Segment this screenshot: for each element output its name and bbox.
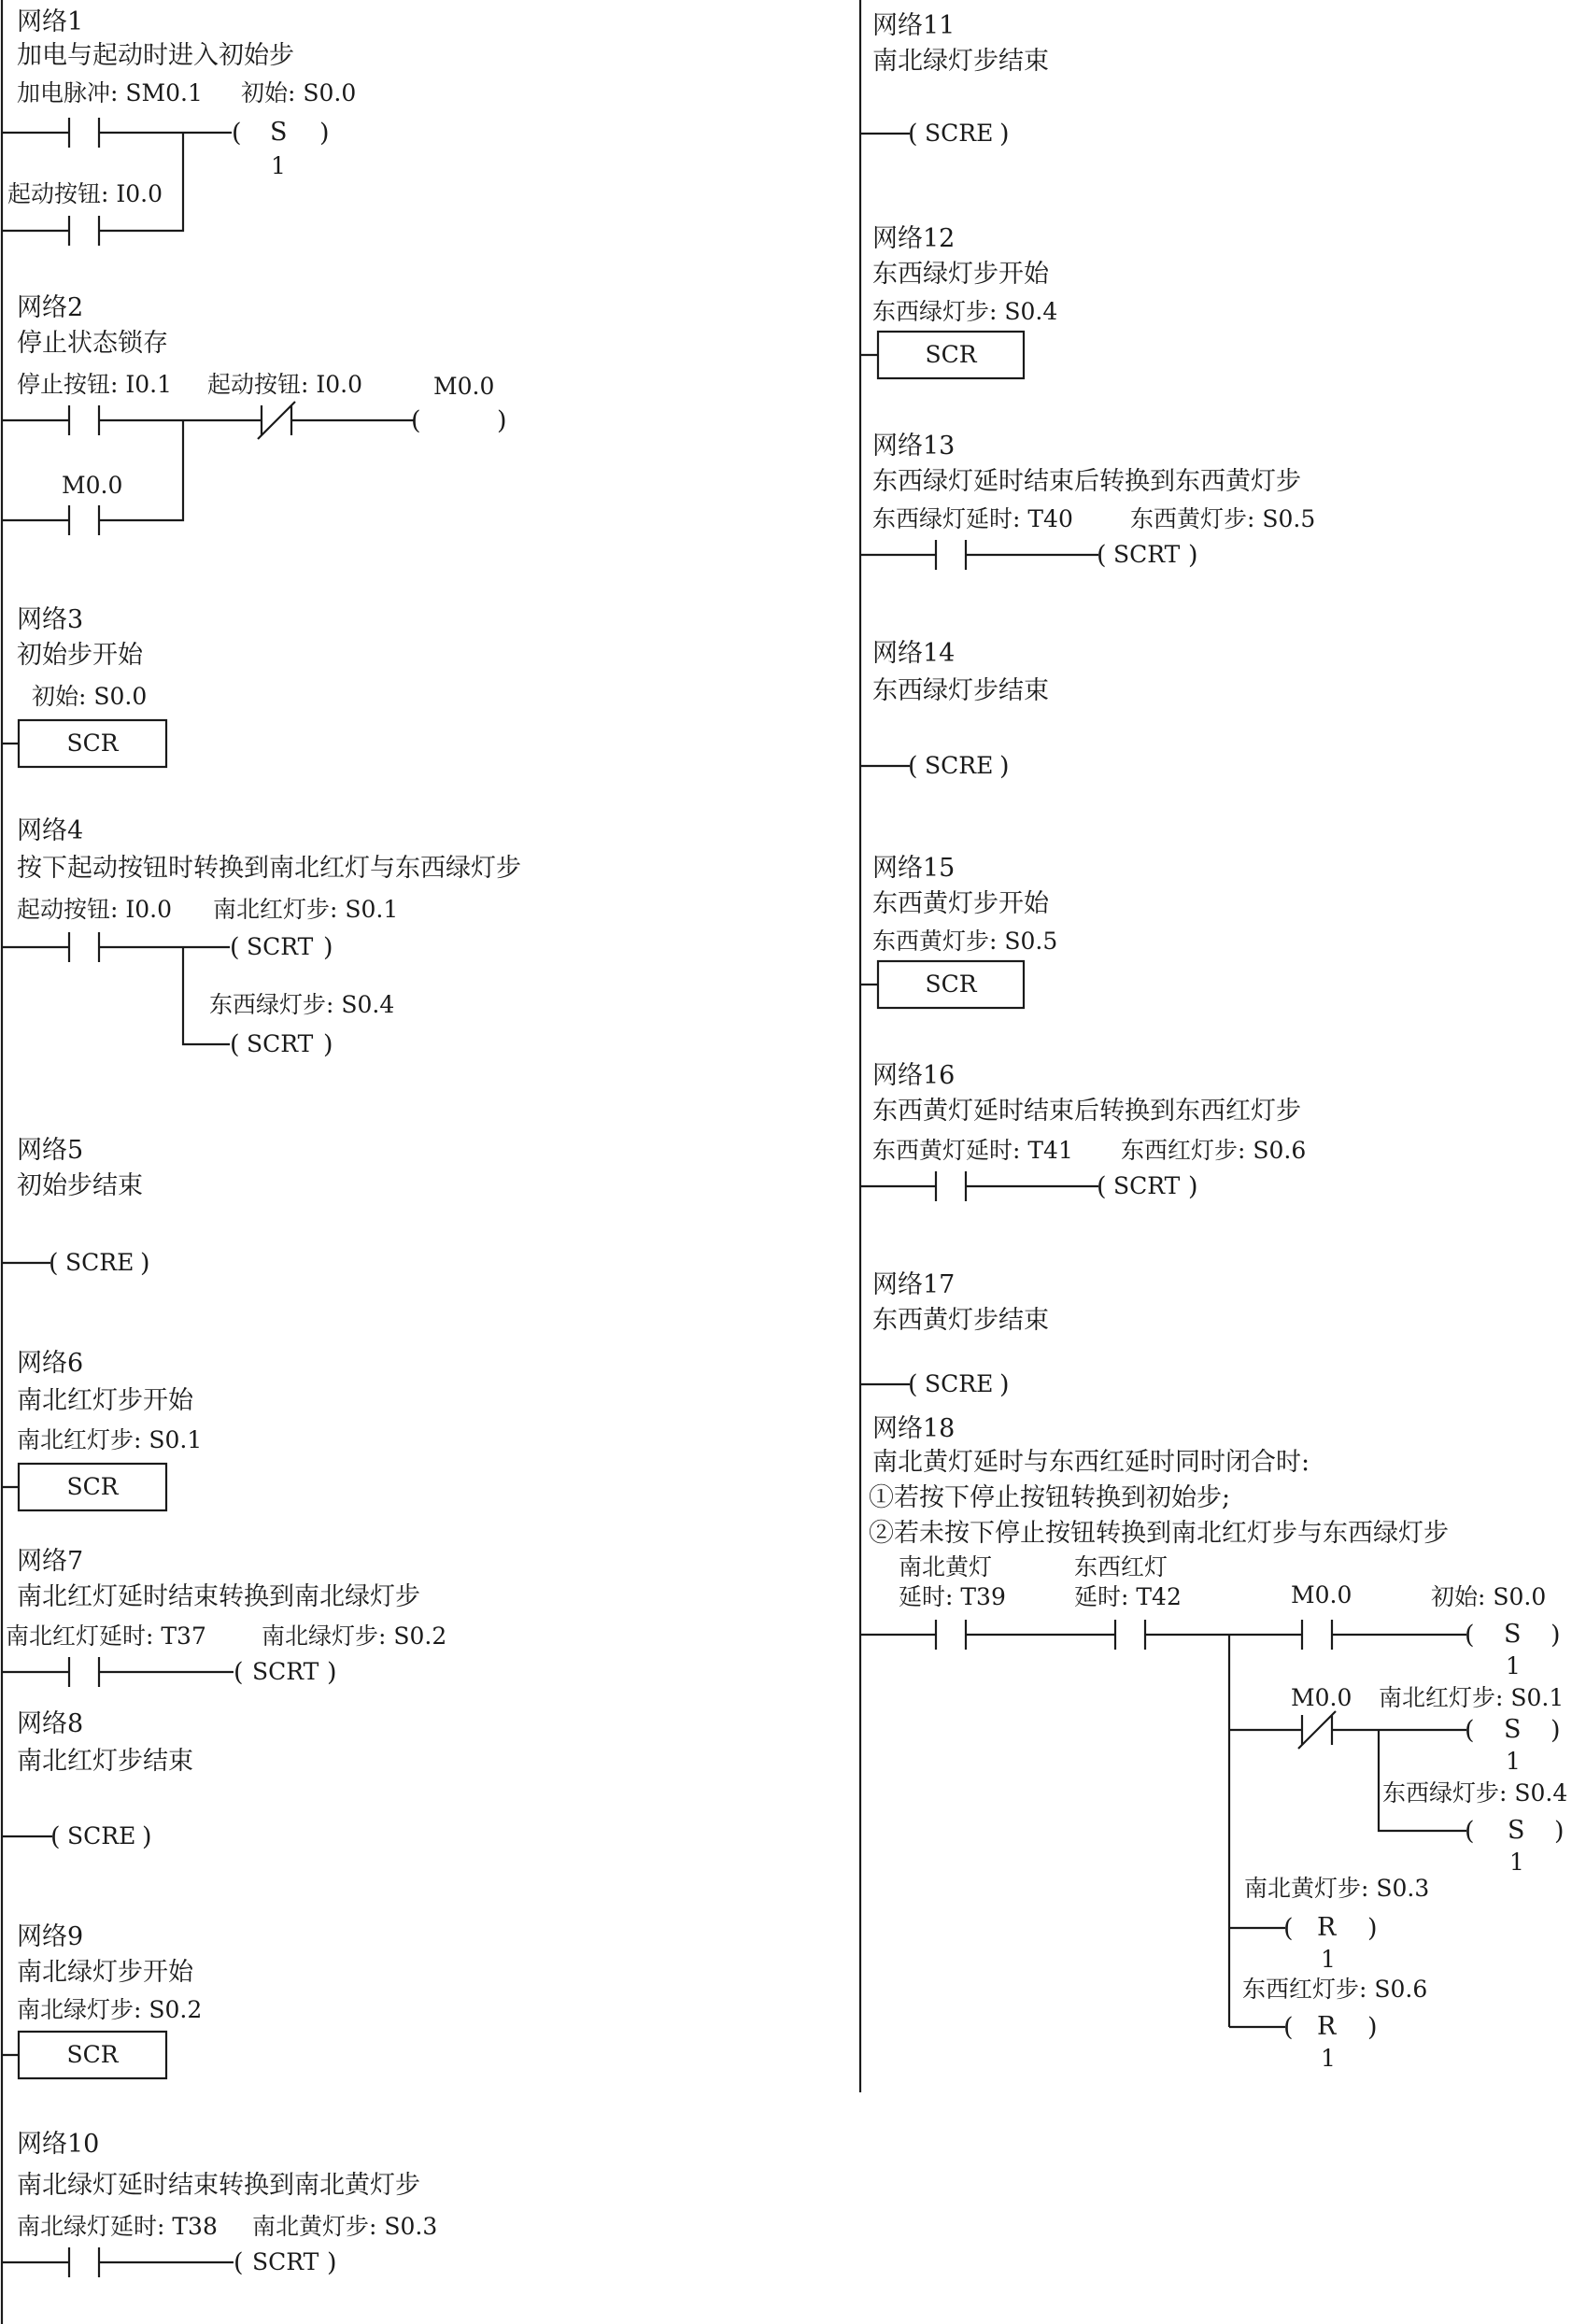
network-title: 东西绿灯步结束 bbox=[872, 676, 1049, 705]
no-contact bbox=[2, 1657, 234, 1687]
network-7 bbox=[2, 1547, 446, 1687]
coil-open: ( bbox=[908, 120, 918, 149]
coil-count: 1 bbox=[271, 152, 286, 179]
coil-open: ( bbox=[1283, 2013, 1294, 2042]
network-title: 东西黄灯延时结束后转换到东西红灯步 bbox=[872, 1097, 1301, 1126]
scr-text: SCR bbox=[66, 2041, 119, 2068]
coil-close: ) bbox=[1367, 2013, 1378, 2042]
network-id: 网络15 bbox=[872, 854, 956, 883]
coil-text: SCRT bbox=[252, 2248, 319, 2275]
coil-close: ) bbox=[142, 1822, 152, 1851]
network-9 bbox=[2, 1922, 202, 2078]
network-title: 东西黄灯步结束 bbox=[872, 1306, 1049, 1335]
coil-text: S bbox=[1504, 1620, 1522, 1649]
coil-text: SCRT bbox=[247, 1030, 314, 1057]
coil-text: S bbox=[1504, 1715, 1522, 1744]
coil-text: SCRE bbox=[925, 1370, 994, 1397]
network-id: 网络14 bbox=[872, 639, 956, 668]
coil-close: ) bbox=[319, 119, 330, 148]
coil-open: ( bbox=[908, 1370, 918, 1399]
coil-open: ( bbox=[50, 1822, 61, 1851]
contact-label: 东西绿灯延时: T40 bbox=[872, 505, 1073, 532]
scr-text: SCR bbox=[66, 1473, 119, 1500]
coil-close: ) bbox=[999, 752, 1010, 781]
coil-open: ( bbox=[49, 1249, 59, 1278]
scr-text: SCR bbox=[66, 730, 119, 757]
network-3 bbox=[2, 605, 166, 767]
network-title: 停止状态锁存 bbox=[17, 329, 168, 358]
coil-text: SCRE bbox=[925, 120, 994, 147]
nc-contact bbox=[1229, 1711, 1466, 1749]
coil-label: 南北黄灯步: S0.3 bbox=[252, 2213, 438, 2240]
contacts bbox=[2, 402, 415, 439]
no-contact bbox=[2, 118, 232, 148]
contact-label: 延时: T39 bbox=[899, 1583, 1006, 1610]
network-5 bbox=[2, 1136, 150, 1278]
coil-open: ( bbox=[908, 752, 918, 781]
network-id: 网络6 bbox=[17, 1349, 84, 1378]
network-title: 南北绿灯步开始 bbox=[17, 1958, 193, 1987]
network-id: 网络10 bbox=[17, 2130, 100, 2159]
coil-close: ) bbox=[1551, 1716, 1561, 1745]
box-label: 南北绿灯步: S0.2 bbox=[17, 1996, 203, 2023]
coil-text: SCRE bbox=[925, 752, 994, 779]
coil-text: R bbox=[1317, 1913, 1337, 1942]
coil-count: 1 bbox=[1509, 1849, 1524, 1876]
coil-close: ) bbox=[323, 1030, 333, 1059]
coil-open: ( bbox=[230, 933, 240, 962]
network-18 bbox=[860, 1414, 1567, 2072]
network-11 bbox=[860, 11, 1049, 149]
network-id: 网络2 bbox=[17, 293, 84, 322]
contact-label: 延时: T42 bbox=[1074, 1583, 1182, 1610]
coil-label: 东西红灯步: S0.6 bbox=[1121, 1137, 1307, 1164]
coil-text: SCRT bbox=[247, 933, 314, 960]
network-id: 网络7 bbox=[17, 1547, 84, 1576]
coil-text: SCRE bbox=[67, 1822, 136, 1849]
no-contact bbox=[860, 1171, 1098, 1201]
coil-label: 初始: S0.0 bbox=[1431, 1583, 1547, 1610]
coil-close: ) bbox=[1188, 541, 1198, 570]
box-label: 南北红灯步: S0.1 bbox=[17, 1426, 203, 1453]
coil-label: 东西绿灯步: S0.4 bbox=[1382, 1779, 1568, 1807]
network-2 bbox=[2, 293, 507, 535]
network-4 bbox=[2, 816, 521, 1059]
coil-open: ( bbox=[1465, 1621, 1475, 1650]
coil-open: ( bbox=[1465, 1716, 1475, 1745]
coil-text: SCRE bbox=[65, 1249, 135, 1276]
coil-open: ( bbox=[230, 1030, 240, 1059]
network-title: 初始步开始 bbox=[17, 641, 143, 670]
contact-label: M0.0 bbox=[62, 472, 123, 499]
network-id: 网络3 bbox=[17, 605, 84, 634]
network-id: 网络5 bbox=[17, 1136, 84, 1165]
network-id: 网络9 bbox=[17, 1922, 84, 1951]
coil-open: ( bbox=[411, 406, 421, 435]
network-10 bbox=[2, 2130, 437, 2277]
coil-count: 1 bbox=[1321, 1946, 1336, 1973]
network-title: 东西绿灯步开始 bbox=[872, 260, 1049, 289]
coil-close: ) bbox=[327, 1658, 337, 1687]
contact-label: 加电脉冲: SM0.1 bbox=[17, 79, 203, 106]
contact-label: 南北红灯延时: T37 bbox=[6, 1623, 206, 1650]
network-13 bbox=[860, 432, 1315, 570]
coil-open: ( bbox=[1097, 1172, 1107, 1201]
coil-label: M0.0 bbox=[433, 373, 495, 400]
scr-text: SCR bbox=[925, 341, 977, 368]
coil-close: ) bbox=[140, 1249, 150, 1278]
coil-label: 南北黄灯步: S0.3 bbox=[1244, 1875, 1430, 1902]
network-16 bbox=[860, 1061, 1306, 1201]
series-contacts bbox=[860, 1620, 1466, 1650]
network-id: 网络17 bbox=[872, 1270, 956, 1299]
contact-label: 东西红灯 bbox=[1074, 1553, 1168, 1580]
network-title: 加电与起动时进入初始步 bbox=[17, 41, 294, 70]
network-15 bbox=[860, 854, 1057, 1008]
coil-label: 东西红灯步: S0.6 bbox=[1242, 1976, 1428, 2003]
coil-close: ) bbox=[999, 1370, 1010, 1399]
network-id: 网络13 bbox=[872, 432, 956, 461]
coil-label: 东西黄灯步: S0.5 bbox=[1130, 505, 1316, 532]
coil-open: ( bbox=[234, 1658, 244, 1687]
contact-label: 南北绿灯延时: T38 bbox=[17, 2213, 218, 2240]
coil-label: 初始: S0.0 bbox=[241, 79, 357, 106]
network-id: 网络1 bbox=[17, 7, 84, 36]
no-contact bbox=[860, 540, 1098, 570]
network-1 bbox=[2, 7, 356, 246]
network-id: 网络18 bbox=[872, 1414, 956, 1443]
box-label: 东西黄灯步: S0.5 bbox=[872, 928, 1058, 955]
network-id: 网络8 bbox=[17, 1709, 84, 1738]
contact-label: 停止按钮: I0.1 bbox=[17, 371, 173, 398]
network-14 bbox=[860, 639, 1049, 781]
network-title: 初始步结束 bbox=[17, 1171, 143, 1200]
network-note-1: ①若按下停止按钮转换到初始步; bbox=[869, 1483, 1231, 1512]
network-title: 南北黄灯延时与东西红延时同时闭合时: bbox=[872, 1448, 1310, 1477]
network-6 bbox=[2, 1349, 202, 1510]
coil-count: 1 bbox=[1321, 2045, 1336, 2072]
network-12 bbox=[860, 224, 1057, 378]
network-title: 南北红灯步开始 bbox=[17, 1386, 193, 1415]
coil-count: 1 bbox=[1506, 1652, 1521, 1679]
coil-text: S bbox=[270, 118, 288, 147]
coil-open: ( bbox=[232, 119, 242, 148]
contact-label: 起动按钮: I0.0 bbox=[17, 896, 173, 923]
scr-text: SCR bbox=[925, 971, 977, 998]
coil-text: R bbox=[1317, 2012, 1337, 2041]
coil-close: ) bbox=[1554, 1817, 1565, 1846]
coil-open: ( bbox=[1097, 541, 1107, 570]
coil-open: ( bbox=[1283, 1914, 1294, 1943]
network-note-2: ②若未按下停止按钮转换到南北红灯步与东西绿灯步 bbox=[869, 1519, 1449, 1548]
contact-label: 起动按钮: I0.0 bbox=[7, 180, 163, 207]
contact-label: 东西黄灯延时: T41 bbox=[872, 1137, 1073, 1164]
coil-label: 东西绿灯步: S0.4 bbox=[209, 991, 395, 1018]
coil-close: ) bbox=[323, 933, 333, 962]
contact-and-branch bbox=[2, 932, 230, 1044]
no-contact bbox=[2, 2247, 234, 2277]
coil-label: 南北绿灯步: S0.2 bbox=[262, 1623, 447, 1650]
network-title: 东西黄灯步开始 bbox=[872, 889, 1049, 918]
box-label: 东西绿灯步: S0.4 bbox=[872, 298, 1058, 325]
coil-close: ) bbox=[327, 2248, 337, 2277]
contact-label: M0.0 bbox=[1291, 1684, 1352, 1711]
contact-label: 起动按钮: I0.0 bbox=[207, 371, 363, 398]
coil-close: ) bbox=[999, 120, 1010, 149]
network-id: 网络16 bbox=[872, 1061, 956, 1090]
contact-label: 南北黄灯 bbox=[899, 1553, 993, 1580]
coil-text: SCRT bbox=[252, 1658, 319, 1685]
network-title: 南北红灯延时结束转换到南北绿灯步 bbox=[17, 1582, 420, 1611]
network-id: 网络12 bbox=[872, 224, 956, 253]
coil-open: ( bbox=[234, 2248, 244, 2277]
network-8 bbox=[2, 1709, 193, 1851]
coil-text: SCRT bbox=[1113, 1172, 1181, 1199]
network-title: 南北红灯步结束 bbox=[17, 1747, 193, 1776]
network-title: 按下起动按钮时转换到南北红灯与东西绿灯步 bbox=[17, 854, 521, 883]
contact-label: M0.0 bbox=[1291, 1581, 1352, 1608]
coil-count: 1 bbox=[1506, 1748, 1521, 1775]
network-17 bbox=[860, 1270, 1049, 1399]
coil-open: ( bbox=[1465, 1817, 1475, 1846]
network-title: 南北绿灯延时结束转换到南北黄灯步 bbox=[17, 2171, 420, 2200]
coil-close: ) bbox=[1367, 1914, 1378, 1943]
coil-label: 南北红灯步: S0.1 bbox=[1379, 1684, 1565, 1711]
coil-close: ) bbox=[1551, 1621, 1561, 1650]
network-title: 南北绿灯步结束 bbox=[872, 47, 1049, 76]
box-label: 初始: S0.0 bbox=[32, 683, 148, 710]
coil-close: ) bbox=[1188, 1172, 1198, 1201]
coil-text: S bbox=[1508, 1816, 1525, 1845]
network-id: 网络11 bbox=[872, 11, 956, 40]
coil-text: SCRT bbox=[1113, 541, 1181, 568]
coil-label: 南北红灯步: S0.1 bbox=[213, 896, 399, 923]
network-id: 网络4 bbox=[17, 816, 84, 845]
network-title: 东西绿灯延时结束后转换到东西黄灯步 bbox=[872, 467, 1301, 496]
coil-close: ) bbox=[497, 406, 507, 435]
